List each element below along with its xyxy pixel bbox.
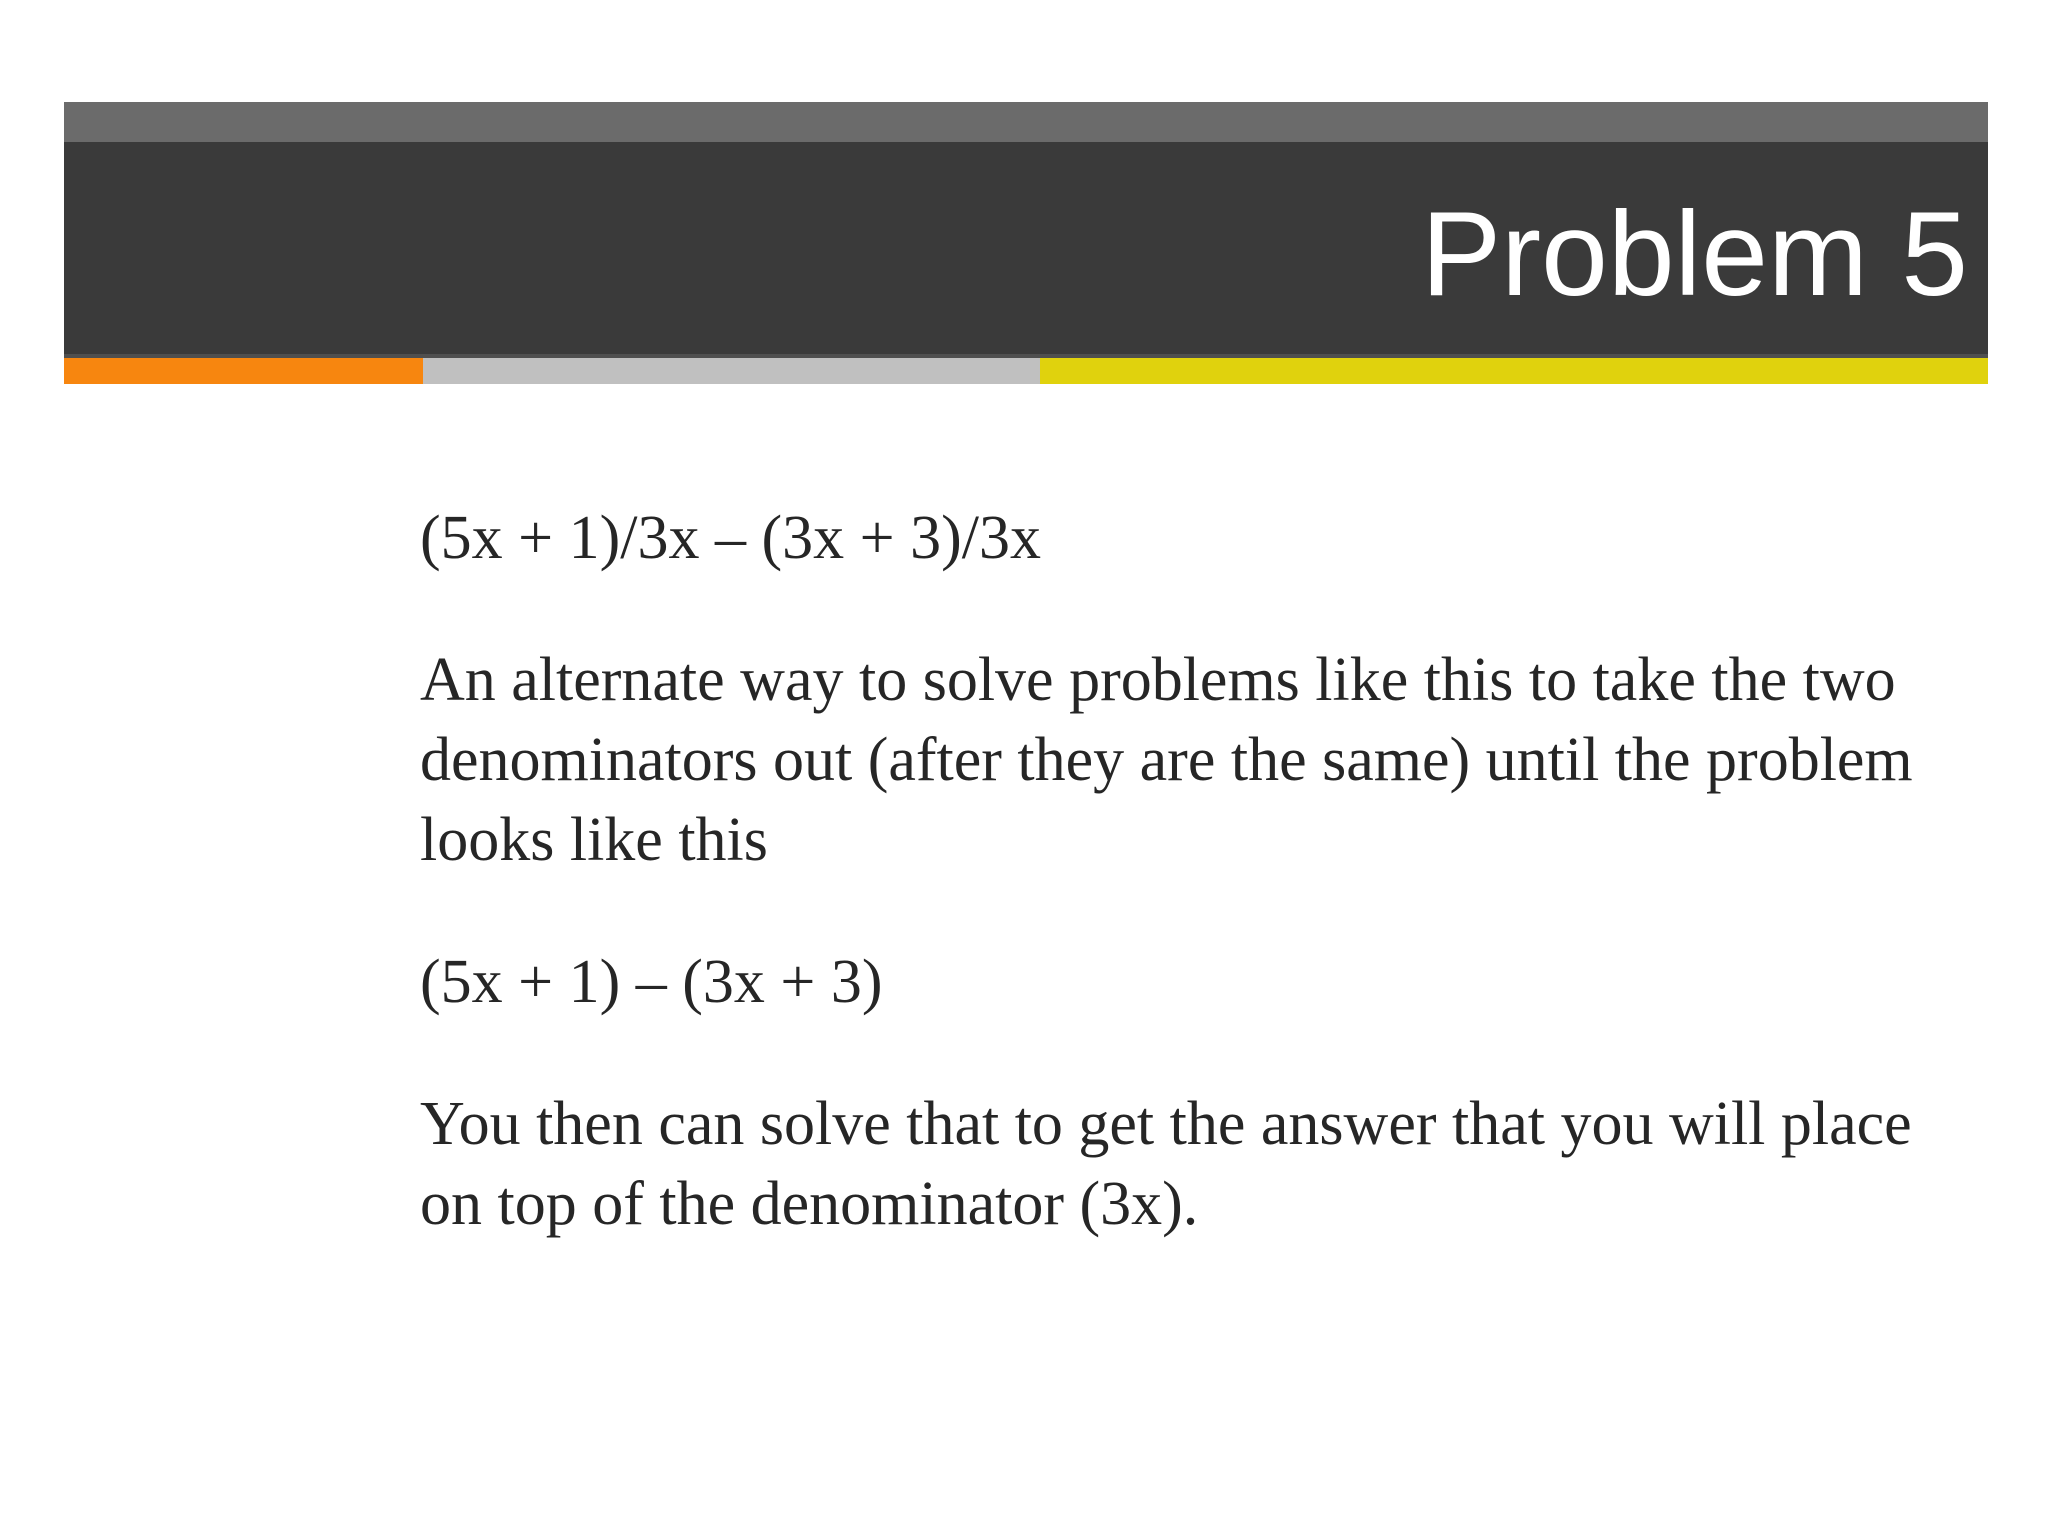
accent-bar-orange: [64, 358, 423, 384]
slide-title: Problem 5: [1421, 187, 1968, 321]
expression-numerators: (5x + 1) – (3x + 3): [420, 948, 883, 1016]
slide-body: [420, 498, 1950, 1306]
accent-bar-gray: [423, 358, 1040, 384]
expression-original: (5x + 1)/3x – (3x + 3)/3x: [420, 504, 1041, 572]
conclusion-paragraph: You then can solve that to get the answer that you will place on top of the denominator (3x).: [420, 1090, 1912, 1238]
header-top-strip: [64, 102, 1988, 142]
accent-bar-yellow: [1040, 358, 1988, 384]
explanation-paragraph: An alternate way to solve problems like this to take the two denominators out (after they are the same) until the problem looks like this: [420, 646, 1913, 874]
